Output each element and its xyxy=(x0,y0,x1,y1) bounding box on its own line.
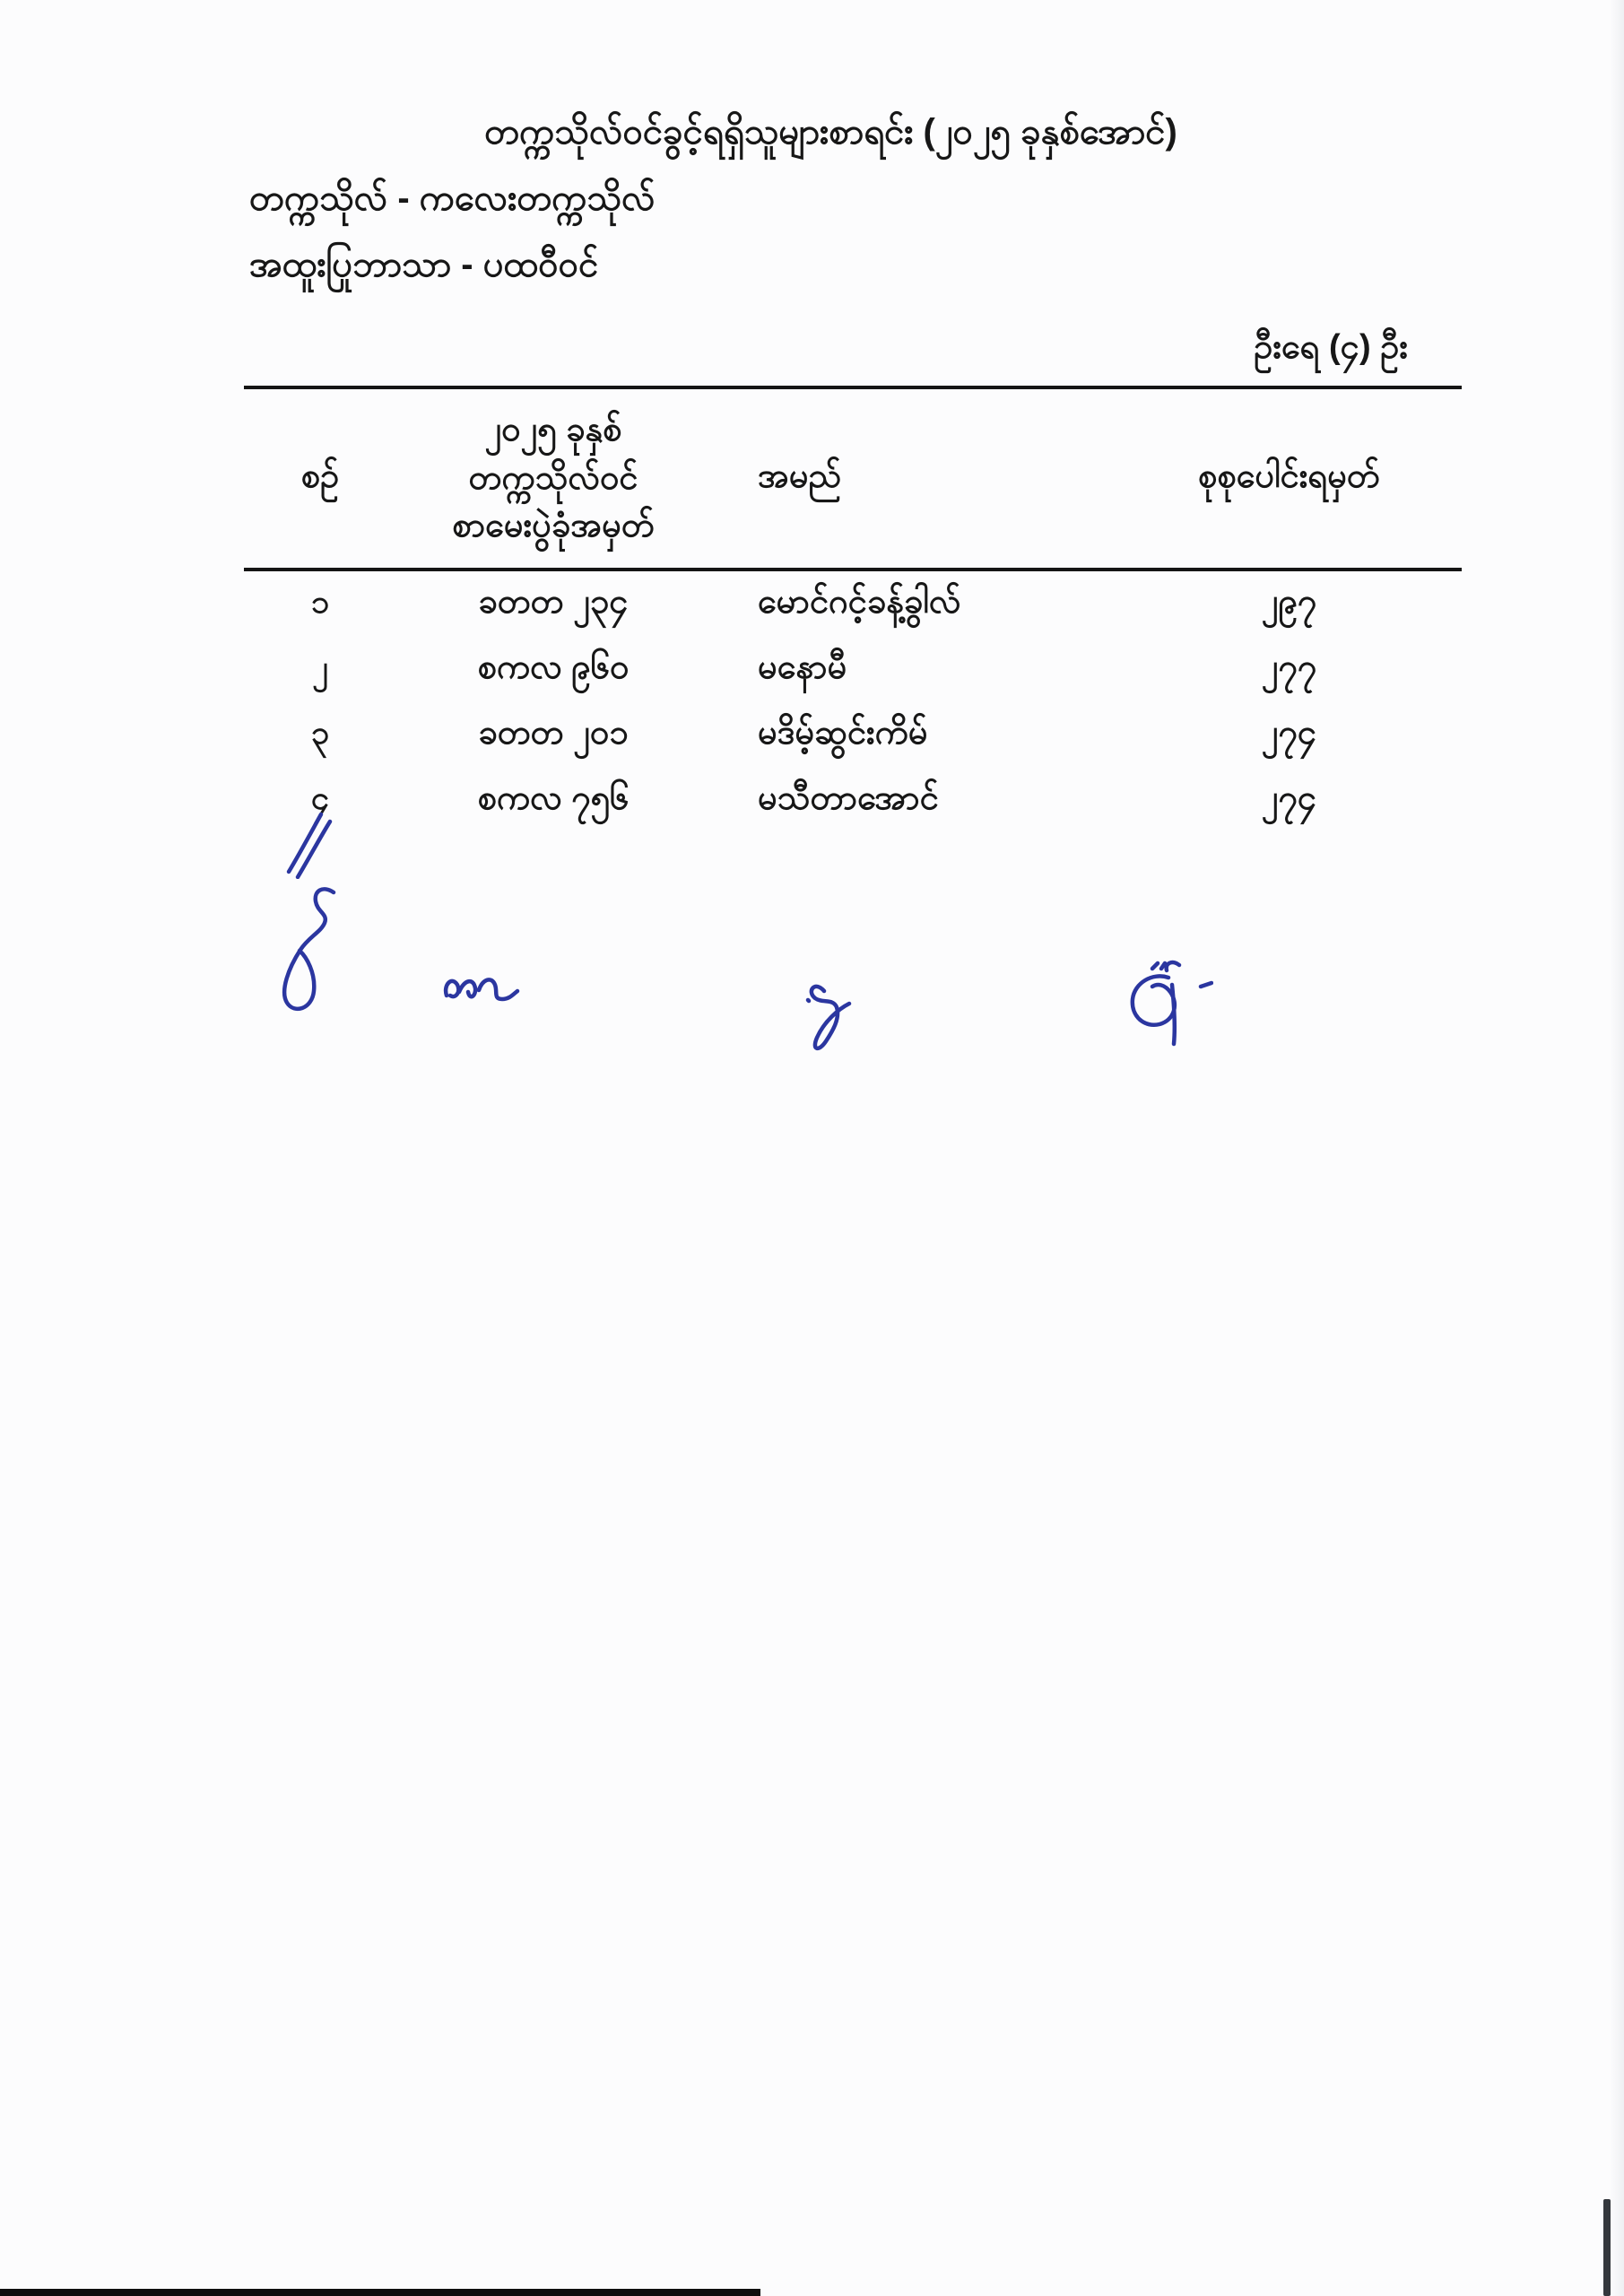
check-strokes-ink xyxy=(280,807,337,879)
signature-ink-total-column xyxy=(1116,958,1213,1048)
scan-edge-dark-line xyxy=(1603,2199,1611,2296)
document-title: တက္ကသိုလ်ဝင်ခွင့်ရရှိသူများစာရင်း (၂၀၂၅ ခုနှစ်အောင်) xyxy=(484,112,1177,152)
cell-total-marks: ၂၇၄ xyxy=(1261,778,1317,817)
cell-name: မောင်ဂင့်ခန့်ခွါလ် xyxy=(758,582,961,621)
signature-ink-roll-column xyxy=(439,965,520,1015)
table-header-row xyxy=(244,386,1462,571)
cell-serial: ၄ xyxy=(310,778,330,816)
subject-line: အထူးပြုဘာသာ - ပထဝီဝင် xyxy=(249,245,599,284)
header-roll-number xyxy=(396,406,710,552)
student-count-label: ဦးရေ (၄) ဦး xyxy=(1254,328,1408,366)
cell-roll-number: ခတတ ၂၀၁ xyxy=(478,713,629,752)
cell-name: မသီတာအောင် xyxy=(758,778,939,817)
table-row xyxy=(244,702,1462,768)
scan-edge-shading xyxy=(1610,0,1624,2296)
cell-serial: ၂ xyxy=(312,648,328,685)
header-roll-line1: ၂၀၂၅ ခုနှစ် xyxy=(484,410,622,448)
cell-total-marks: ၂၇၄ xyxy=(1261,713,1317,752)
table-row xyxy=(244,768,1462,833)
cell-roll-number: စကလ ၉၆၀ xyxy=(477,648,630,686)
cell-name: မနောမီ xyxy=(758,648,847,686)
cell-serial: ၃ xyxy=(310,713,330,751)
cell-total-marks: ၂၉၇ xyxy=(1261,582,1317,621)
signature-ink-serial-column xyxy=(269,883,344,1013)
signature-ink-name-column xyxy=(803,973,865,1058)
table-row xyxy=(244,637,1462,702)
cell-roll-number: စကလ ၇၅၆ xyxy=(477,778,630,817)
cell-name: မဒိမ့်ဆွင်းကိမ် xyxy=(758,713,928,752)
table-row xyxy=(244,571,1462,637)
header-roll-line3: စာမေးပွဲခုံအမှတ် xyxy=(452,507,655,545)
header-name: အမည် xyxy=(758,457,842,495)
cell-total-marks: ၂၇၇ xyxy=(1261,648,1317,686)
cell-roll-number: ခတတ ၂၃၄ xyxy=(478,582,629,621)
results-table xyxy=(244,386,1462,833)
university-line: တက္ကသိုလ် - ကလေးတက္ကသိုလ် xyxy=(249,178,656,218)
header-total-marks: စုစုပေါင်းရမှတ် xyxy=(1198,457,1380,495)
header-roll-line2: တက္ကသိုလ်ဝင် xyxy=(468,458,638,497)
scan-bottom-dark-band xyxy=(0,2289,760,2296)
cell-serial: ၁ xyxy=(310,582,330,620)
header-serial: စဉ် xyxy=(300,457,340,495)
